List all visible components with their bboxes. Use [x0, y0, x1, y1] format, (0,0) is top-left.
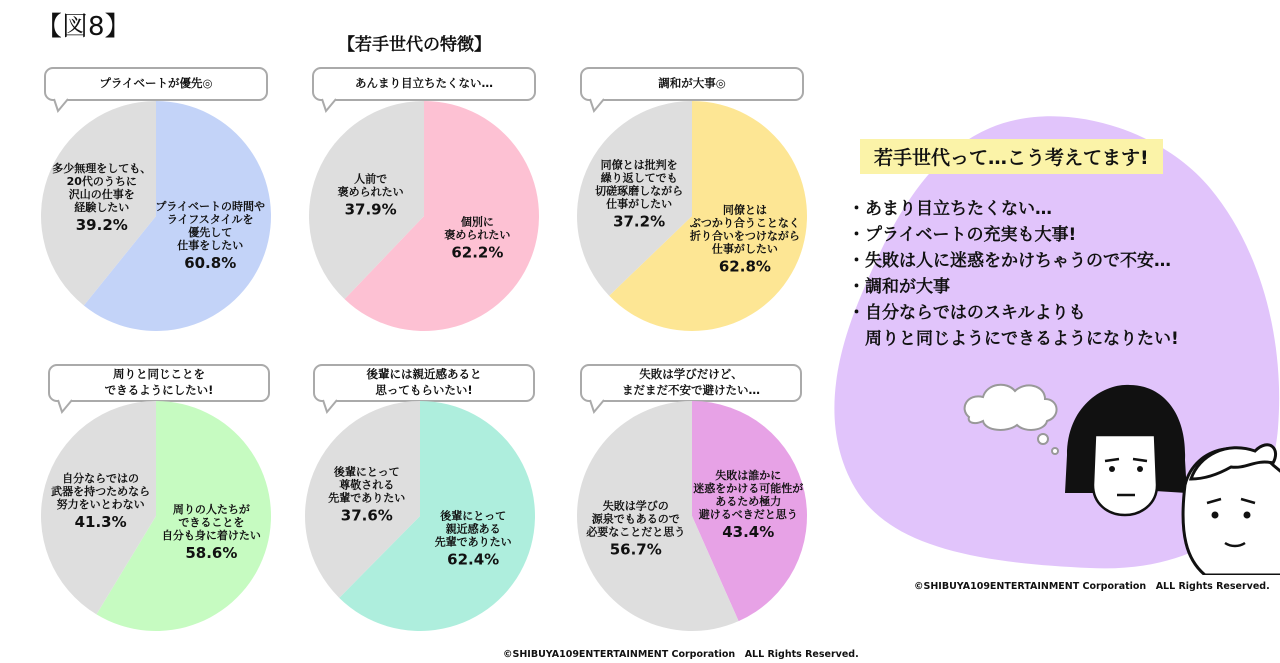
pie-slice-percent: 37.6% — [340, 506, 393, 525]
chart-title-bubble — [313, 364, 535, 402]
pie-slice-label: 自分ならではの武器を持つためなら努力をいとわない — [51, 472, 151, 512]
pie-slice-label: 失敗は誰かに迷惑をかける可能性があるため極力避けるべきだと思う — [693, 469, 804, 522]
pie-slice-percent: 60.8% — [184, 254, 237, 273]
pie-slice-label: 同僚とはぶつかり合うことなく折り合いをつけながら仕事がしたい — [689, 203, 800, 256]
chart-title-bubble — [44, 67, 268, 101]
right-panel-title: 若手世代って…こう考えてます! — [860, 139, 1163, 174]
pie-chart — [39, 399, 273, 633]
footer-copyright: ©SHIBUYA109ENTERTAINMENT Corporation ALL Rights Reserved. — [503, 649, 859, 660]
pie-slice-percent: 41.3% — [74, 513, 127, 532]
pie-slice-percent: 62.2% — [451, 243, 504, 262]
pie-slice-percent: 56.7% — [609, 540, 662, 559]
pie-slice-label: 個別に褒められたい — [444, 215, 511, 242]
chart-title-bubble — [48, 364, 270, 402]
pie-chart — [575, 99, 809, 333]
chart-title: 失敗は学びだけど、 まだまだ不安で避けたい… — [622, 367, 760, 397]
list-item: ・自分ならではのスキルよりも 周りと同じようにできるようになりたい! — [848, 303, 1179, 349]
figure-label: 【図8】 — [36, 12, 131, 42]
chart-title: 周りと同じことを できるようにしたい! — [104, 367, 214, 397]
pie-slice-label: 多少無理をしても、 20代のうちに沢山の仕事を経験したい — [52, 161, 152, 214]
pie-slice-percent: 37.9% — [344, 200, 397, 219]
pie-slice-percent: 62.8% — [718, 257, 771, 276]
chart-title: プライベートが優先◎ — [99, 76, 213, 91]
pie-slice-percent: 62.4% — [447, 550, 500, 569]
list-item: ・あまり目立ちたくない… — [848, 199, 1052, 219]
list-item: ・失敗は人に迷惑をかけちゃうので不安… — [848, 251, 1171, 271]
right-panel-list — [848, 196, 1179, 352]
pie-slice-percent: 43.4% — [722, 523, 775, 542]
pie-slice-label: 後輩にとって親近感ある先輩でありたい — [434, 509, 512, 549]
pie-chart — [303, 399, 537, 633]
right-panel-copyright: ©SHIBUYA109ENTERTAINMENT Corporation ALL Rights Reserved. — [914, 581, 1270, 592]
pie-chart — [575, 399, 809, 633]
chart-title-bubble — [580, 67, 804, 101]
main-title: 【若手世代の特徴】 — [338, 35, 491, 55]
pie-slice-label: プライベートの時間やライフスタイルを優先して仕事をしたい — [155, 200, 266, 253]
pie-slice-label: 同僚とは批判を繰り返してでも切磋琢磨しながら仕事がしたい — [595, 158, 684, 211]
chart-title: あんまり目立ちたくない… — [355, 76, 493, 91]
pie-chart — [39, 99, 273, 333]
chart-title-bubble — [580, 364, 802, 402]
pie-slice-label: 失敗は学びの源泉でもあるので必要なことだと思う — [586, 499, 686, 539]
list-item: ・調和が大事 — [848, 277, 950, 297]
illustration-thought-cloud-and-faces — [955, 375, 1280, 575]
pie-slice-percent: 58.6% — [185, 543, 238, 562]
chart-title-bubble — [312, 67, 536, 101]
list-item: ・プライベートの充実も大事! — [848, 225, 1077, 245]
pie-slice-label: 周りの人たちができることを自分も身に着けたい — [161, 502, 261, 542]
pie-slice-label: 後輩にとって尊敬される先輩でありたい — [328, 465, 406, 505]
chart-title: 調和が大事◎ — [658, 76, 726, 91]
pie-chart — [307, 99, 541, 333]
pie-slice-percent: 39.2% — [75, 215, 128, 234]
pie-slice-percent: 37.2% — [613, 212, 666, 231]
pie-slice-label: 人前で褒められたい — [337, 172, 404, 199]
chart-title: 後輩には親近感あると 思ってもらいたい! — [366, 367, 482, 397]
